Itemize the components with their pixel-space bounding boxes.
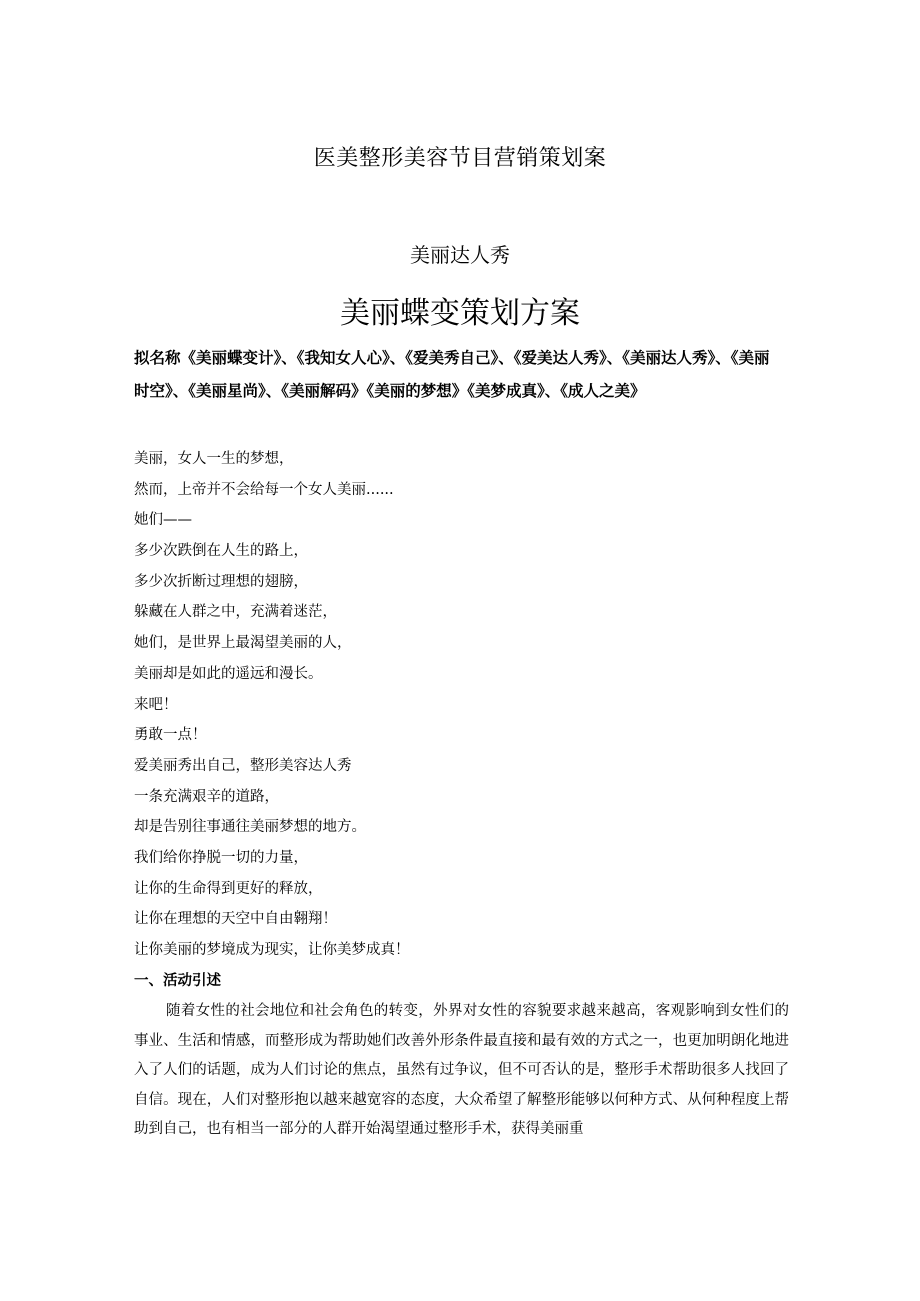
poem-line: 美丽却是如此的遥远和漫长。 — [134, 665, 323, 682]
poem-line: 然而，上帝并不会给每一个女人美丽...... — [134, 481, 394, 498]
document-subtitle: 美丽达人秀 — [410, 243, 510, 267]
poem-line: 却是告别往事通往美丽梦想的地方。 — [134, 819, 366, 836]
poem-block — [134, 444, 794, 966]
poem-line: 一条充满艰辛的道路， — [134, 788, 279, 805]
poem-line: 来吧！ — [134, 696, 178, 713]
poem-line: 躲藏在人群之中，充满着迷茫， — [134, 604, 337, 621]
poem-line: 美丽，女人一生的梦想， — [134, 451, 294, 467]
proposed-names-paragraph: 拟名称《美丽蝶变计》、《我知女人心》、《爱美秀自己》、《爱美达人秀》、《美丽达人秀》、《美丽时空》、《美丽星尚》、《美丽解码》《美丽的梦想》《美梦成真》、《成人之美》 — [134, 349, 770, 400]
poem-line: 我们给你挣脱一切的力量， — [134, 849, 308, 866]
poem-line: 她们，是世界上最渴望美丽的人， — [134, 635, 352, 652]
section-heading: 一、活动引述 — [134, 973, 221, 989]
poem-line: 让你在理想的天空中自由翱翔！ — [134, 911, 337, 928]
poem-line: 勇敢一点！ — [134, 727, 207, 744]
poem-line: 让你美丽的梦境成为现实，让你美梦成真！ — [134, 942, 410, 958]
plan-title: 美丽蝶变策划方案 — [340, 296, 580, 331]
section-body-paragraph: 随着女性的社会地位和社会角色的转变，外界对女性的容貌要求越来越高，客观影响到女性们的事业、生活和情感，而整形成为帮助她们改善外形条件最直接和最有效的方式之一，也更加明朗化地进入了人们的话题，成为人们讨论的焦点，虽然有过争议，但不可否认的是，整形手术帮助很多人找回了自信。现在，人们对整形抱以越来越宽容的态度，大众希望了解整形能够以何种方式、从何种程度上帮助到自己，也有相当一部分的人群开始渴望通过整形手术，获得美丽重 — [134, 1003, 789, 1137]
poem-line: 爱美丽秀出自己，整形美容达人秀 — [134, 757, 352, 774]
poem-line: 让你的生命得到更好的释放， — [134, 880, 323, 897]
poem-line: 多少次跌倒在人生的路上， — [134, 543, 308, 560]
poem-line: 多少次折断过理想的翅膀， — [134, 573, 308, 590]
poem-line: 她们—— — [134, 512, 192, 529]
document-title: 医美整形美容节目营销策划案 — [313, 146, 607, 171]
